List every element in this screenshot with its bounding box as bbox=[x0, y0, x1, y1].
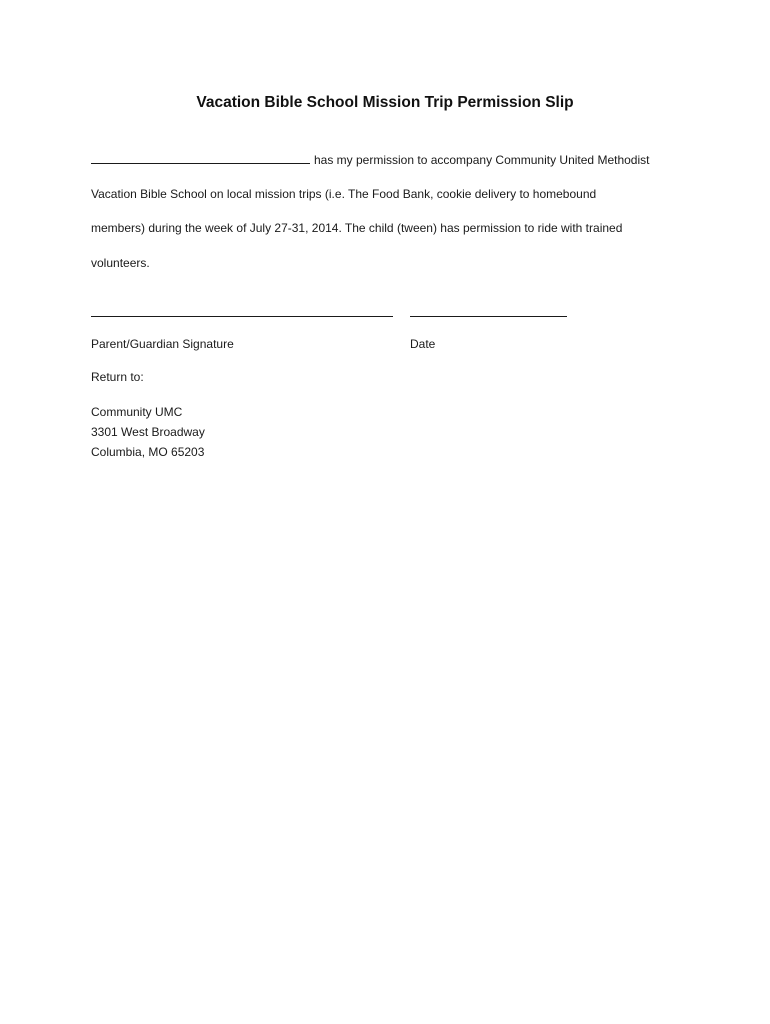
paragraph-line-2: Vacation Bible School on local mission trips (i.e. The Food Bank, cookie delivery to homebound bbox=[91, 187, 597, 201]
date-label: Date bbox=[410, 337, 436, 351]
address-line-2: 3301 West Broadway bbox=[91, 425, 205, 439]
paragraph-line-1-text: has my permission to accompany Community United Methodist bbox=[314, 153, 650, 167]
document-title: Vacation Bible School Mission Trip Permission Slip bbox=[196, 94, 574, 111]
child-name-blank[interactable] bbox=[91, 152, 310, 164]
paragraph-line-4: volunteers. bbox=[91, 256, 150, 270]
return-address bbox=[91, 402, 205, 462]
paragraph-line-1 bbox=[91, 152, 649, 167]
address-line-3: Columbia, MO 65203 bbox=[91, 445, 205, 459]
parent-signature-line[interactable] bbox=[91, 316, 393, 317]
address-line-1: Community UMC bbox=[91, 405, 183, 419]
parent-signature-label: Parent/Guardian Signature bbox=[91, 337, 234, 351]
paragraph-line-3: members) during the week of July 27-31, 2014. The child (tween) has permission to ride with trained bbox=[91, 221, 623, 235]
date-line[interactable] bbox=[410, 316, 567, 317]
return-to-label: Return to: bbox=[91, 370, 144, 384]
